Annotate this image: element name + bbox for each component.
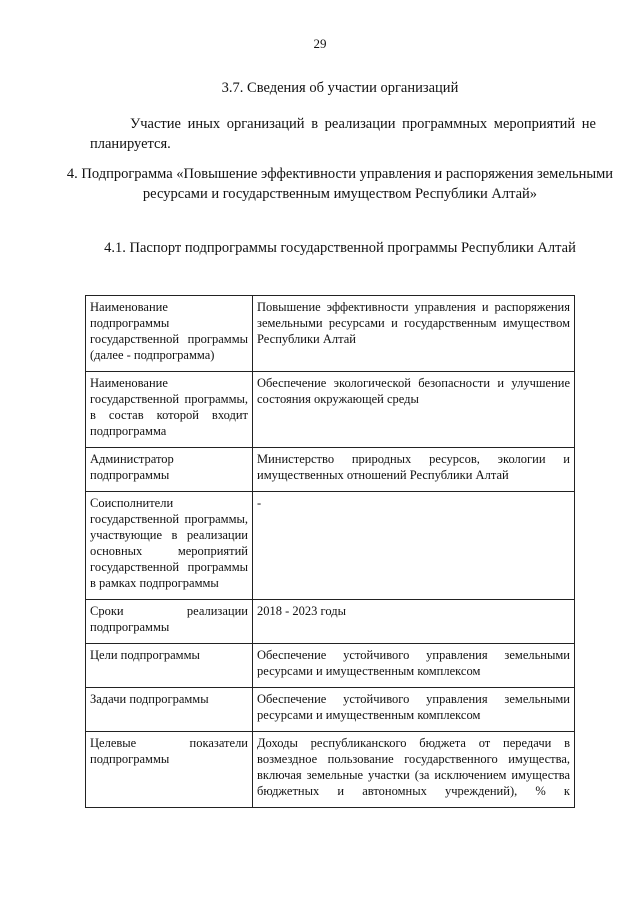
table-row <box>86 600 575 644</box>
row-label: Наименование подпрограммы государственной программы (далее - подпрограмма) <box>86 296 253 372</box>
row-label: Администратор подпрограммы <box>86 448 253 492</box>
section-3-7-paragraph: Участие иных организаций в реализации программных мероприятий не планируется. <box>90 116 596 152</box>
row-value: Обеспечение устойчивого управления земельными ресурсами и имущественным комплексом <box>253 644 575 688</box>
row-value: - <box>253 492 575 600</box>
page-number: 29 <box>313 36 327 51</box>
row-value: Доходы республиканского бюджета от передачи в возмездное пользование государственного имущества, включая земельные участки (за исключением имущества бюджетных и автономных учреждений), % к <box>253 732 575 808</box>
section-4-heading: 4. Подпрограмма «Повышение эффективности управления и распоряжения земельными ресурсами и государственным имуществом Республики Алтай» <box>66 166 614 202</box>
row-label: Целевые показатели подпрограммы <box>86 732 253 808</box>
passport-table <box>85 295 575 808</box>
row-value: Обеспечение экологической безопасности и улучшение состояния окружающей среды <box>253 372 575 448</box>
table-row <box>86 732 575 808</box>
row-label: Задачи подпрограммы <box>86 688 253 732</box>
table-row <box>86 644 575 688</box>
table-row <box>86 372 575 448</box>
section-3-7-heading: 3.7. Сведения об участии организаций <box>221 80 459 96</box>
row-value: Министерство природных ресурсов, экологии и имущественных отношений Республики Алтай <box>253 448 575 492</box>
row-value: 2018 - 2023 годы <box>253 600 575 644</box>
row-label: Цели подпрограммы <box>86 644 253 688</box>
row-value: Повышение эффективности управления и распоряжения земельными ресурсами и государственным имуществом Республики Алтай <box>253 296 575 372</box>
section-4-1-heading: 4.1. Паспорт подпрограммы государственной программы Республики Алтай <box>104 240 576 256</box>
table-row <box>86 296 575 372</box>
table-row <box>86 492 575 600</box>
row-label: Соисполнители государственной программы, участвующие в реализации основных мероприятий государственной программы в рамках подпрограммы <box>86 492 253 600</box>
row-label: Наименование государственной программы, в состав которой входит подпрограмма <box>86 372 253 448</box>
table-row <box>86 448 575 492</box>
row-value: Обеспечение устойчивого управления земельными ресурсами и имущественным комплексом <box>253 688 575 732</box>
table-row <box>86 688 575 732</box>
row-label: Сроки реализации подпрограммы <box>86 600 253 644</box>
